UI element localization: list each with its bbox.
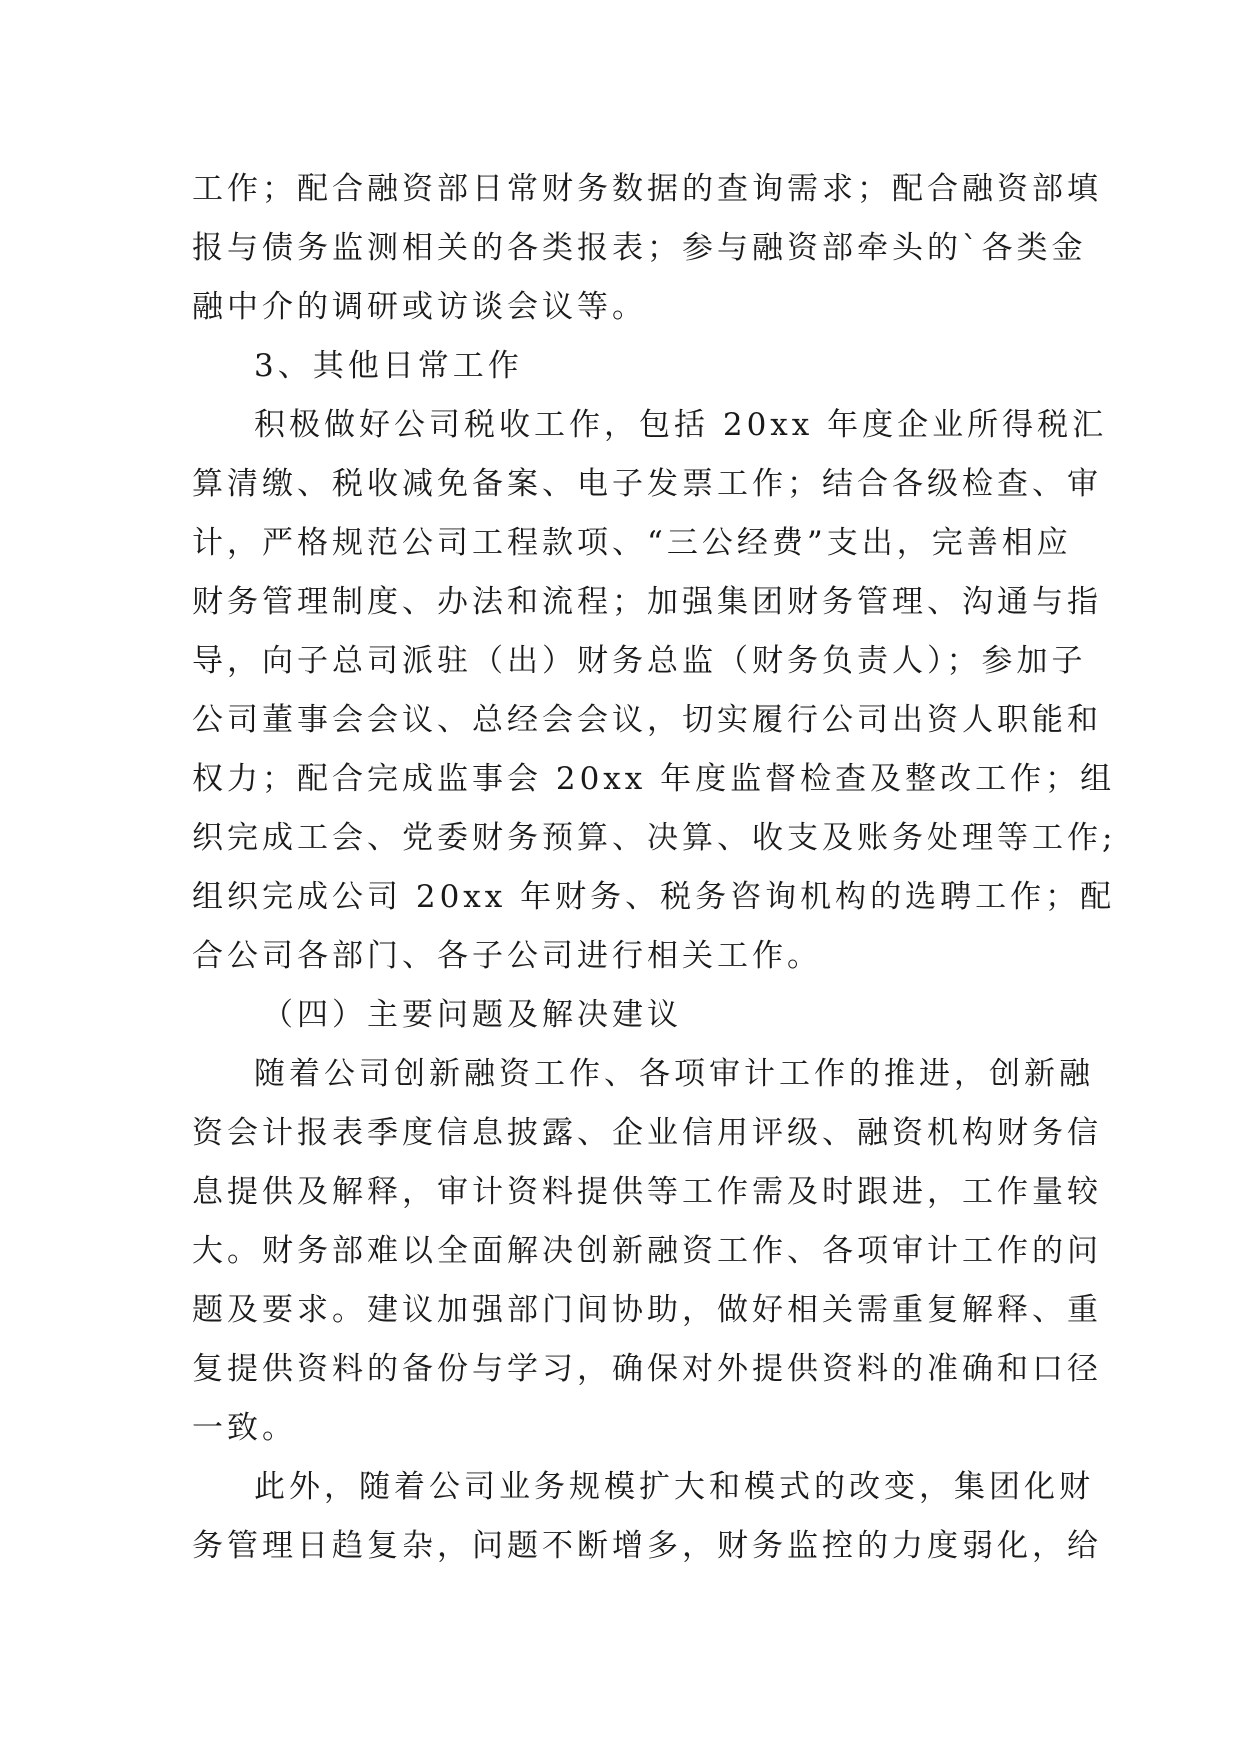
body-text [192, 160, 1117, 1576]
text-line: 算清缴、税收减免备案、电子发票工作；结合各级检查、审 [192, 466, 1102, 502]
text-line: 务管理日趋复杂，问题不断增多，财务监控的力度弱化，给 [192, 1528, 1102, 1564]
text-line: （四）主要问题及解决建议 [262, 997, 682, 1033]
text-line: 合公司各部门、各子公司进行相关工作。 [192, 938, 822, 974]
text-line: 公司董事会会议、总经会会议，切实履行公司出资人职能和 [192, 702, 1102, 738]
text-line: 题及要求。建议加强部门间协助，做好相关需重复解释、重 [192, 1292, 1102, 1328]
text-line: 息提供及解释，审计资料提供等工作需及时跟进，工作量较 [192, 1174, 1102, 1210]
text-line: 复提供资料的备份与学习，确保对外提供资料的准确和口径 [192, 1351, 1102, 1387]
text-line: 大。财务部难以全面解决创新融资工作、各项审计工作的问 [192, 1233, 1102, 1269]
text-line: 权力；配合完成监事会 20xx 年度监督检查及整改工作；组 [192, 761, 1116, 797]
text-line: 工作；配合融资部日常财务数据的查询需求；配合融资部填 [192, 171, 1102, 207]
text-line: 积极做好公司税收工作，包括 20xx 年度企业所得税汇 [254, 407, 1108, 443]
text-line: 组织完成公司 20xx 年财务、税务咨询机构的选聘工作；配 [192, 879, 1116, 915]
text-line: 财务管理制度、办法和流程；加强集团财务管理、沟通与指 [192, 584, 1102, 620]
text-line: 一致。 [192, 1410, 297, 1446]
text-line: 3、其他日常工作 [254, 348, 523, 384]
text-line: 导，向子总司派驻（出）财务总监（财务负责人）；参加子 [192, 643, 1087, 679]
text-line: 融中介的调研或访谈会议等。 [192, 289, 647, 325]
text-line: 此外，随着公司业务规模扩大和模式的改变，集团化财 [254, 1469, 1094, 1505]
text-line: 资会计报表季度信息披露、企业信用评级、融资机构财务信 [192, 1115, 1102, 1151]
text-line: 计，严格规范公司工程款项、“三公经费”支出，完善相应 [192, 525, 1072, 561]
text-line: 报与债务监测相关的各类报表；参与融资部牵头的`各类金 [192, 230, 1087, 266]
text-line: 织完成工会、党委财务预算、决算、收支及账务处理等工作; [192, 820, 1117, 856]
text-line: 随着公司创新融资工作、各项审计工作的推进，创新融 [254, 1056, 1094, 1092]
